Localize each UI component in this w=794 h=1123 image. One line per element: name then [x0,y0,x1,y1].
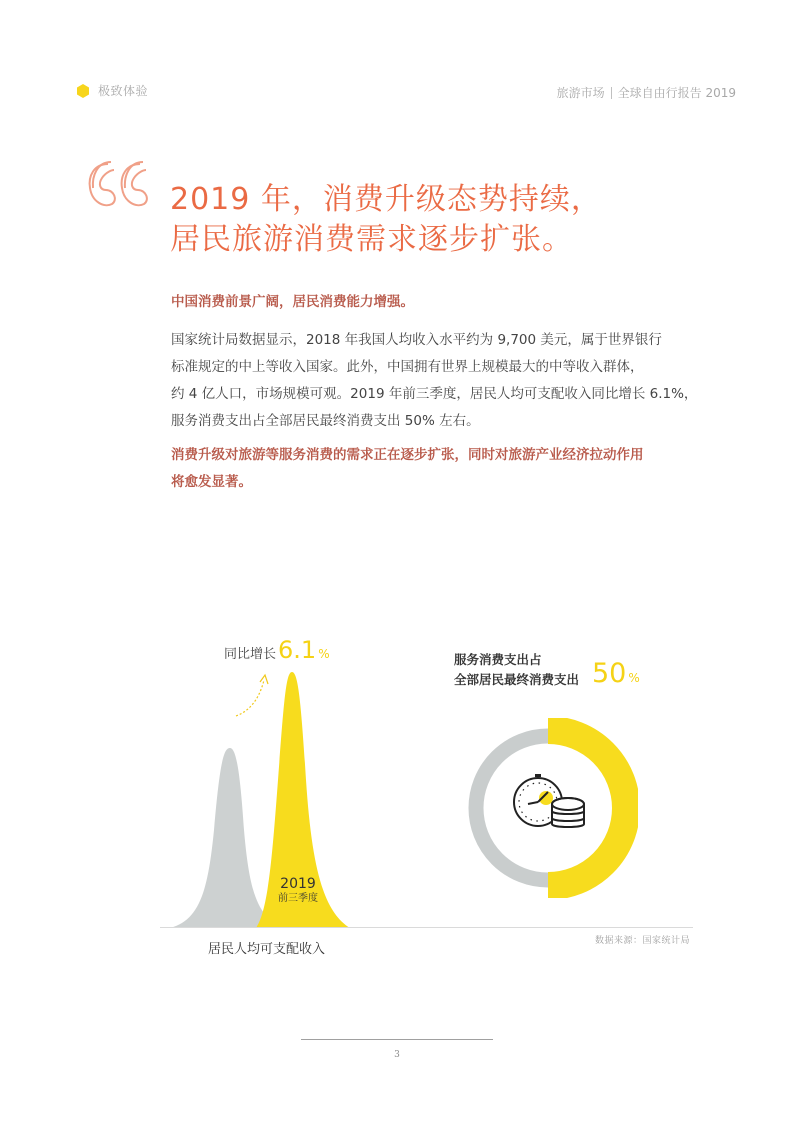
header-divider [611,87,612,99]
title-line-2: 居民旅游消费需求逐步扩张。 [170,222,573,257]
paragraph-line: 标准规定的中上等收入国家。此外，中国拥有世界上规模最大的中等收入群体， [171,359,644,375]
paragraph-line: 约 4 亿人口，市场规模可观。2019 年前三季度，居民人均可支配收入同比增长 6.1%， [171,386,698,402]
data-source: 数据来源：国家统计局 [594,936,690,946]
header-report: 全球自由行报告 2019 [617,86,736,100]
body-paragraph [171,327,696,435]
growth-value: 6.1 [278,636,317,664]
chart-caption: 居民人均可支配收入 [208,942,326,957]
clock-coins-icon [514,774,584,827]
growth-arrow-icon [236,680,264,716]
paragraph-line: 国家统计局数据显示，2018 年我国人均收入水平约为 9,700 美元，属于世界银行 [171,332,662,348]
quote-mark-icon [84,158,150,214]
year-value: 2019 [280,876,316,892]
emphasis-line: 消费升级对旅游等服务消费的需求正在逐步扩张，同时对旅游产业经济拉动作用 [171,447,644,463]
share-number: 50 [592,658,627,689]
share-donut [458,718,638,898]
income-curves [160,660,360,930]
lead-text: 中国消费前景广阔，居民消费能力增强。 [171,294,414,310]
share-label [454,650,579,690]
share-label-line-2: 全部居民最终消费支出 [454,672,580,687]
share-value [592,658,640,689]
year-label [268,876,328,906]
brand-label: 极致体验 [98,84,149,98]
emphasis-line: 将愈发显著。 [171,474,252,490]
year-period: 前三季度 [278,893,318,904]
growth-unit: % [318,647,330,661]
brand [76,82,148,99]
footer-divider [301,1039,493,1040]
share-label-line-1: 服务消费支出占 [454,652,542,667]
header-section: 旅游市场 [556,86,605,100]
baseline-divider [160,927,693,928]
page-title [170,180,602,260]
page-number: 3 [394,1050,400,1060]
growth-text: 同比增长 [224,647,277,662]
emphasis-paragraph [171,442,701,496]
share-unit: % [628,671,640,685]
title-line-1: 2019 年，消费升级态势持续， [170,182,602,217]
header-breadcrumb [557,84,736,101]
paragraph-line: 服务消费支出占全部居民最终消费支出 50% 左右。 [171,413,480,429]
hexagon-icon [76,84,90,98]
